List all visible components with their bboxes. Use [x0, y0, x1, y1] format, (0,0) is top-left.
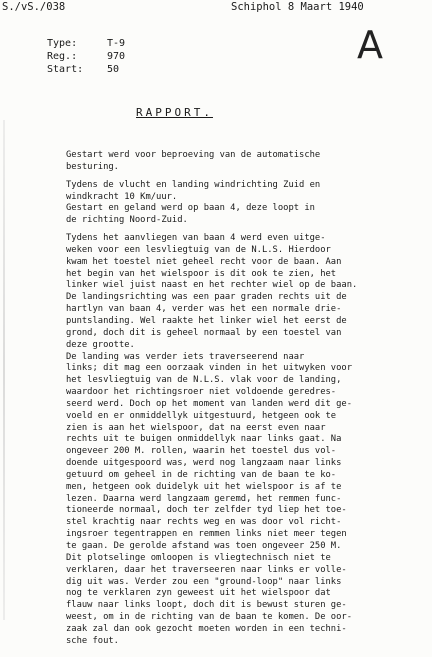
report-title: RAPPORT. [136, 106, 213, 119]
text-line: men, hetgeen ook duidelyk uit het wielspoor is af te [66, 481, 342, 492]
report-paragraph [66, 180, 416, 227]
meta-value: T-9 [107, 38, 126, 49]
reference-number: S./vS./038 [2, 1, 66, 13]
text-line: lezen. Daarna werd langzaam geremd, het remmen func- [66, 493, 342, 504]
text-line: deze grootte. [66, 339, 135, 350]
text-line: sche fout. [66, 635, 119, 646]
text-line: flauw naar links loopt, doch dit is bewust sturen ge- [66, 600, 347, 611]
text-line: waardoor het richtingsroer niet voldoende geredres- [66, 387, 337, 398]
text-line: tioneerde normaal, doch ter zelfder tyd liep het toe- [66, 505, 347, 516]
text-line: voeld en er onmiddellyk uitgestuurd, hetgeen ook te [66, 410, 337, 421]
meta-row-start [47, 63, 125, 76]
text-line: zaak zal dan ook gezocht moeten worden in een techni- [66, 623, 347, 634]
meta-row-type [47, 37, 125, 50]
place-and-date: Schiphol 8 Maart 1940 [231, 1, 364, 13]
report-paragraph [66, 150, 416, 174]
meta-label: Type: [47, 38, 78, 49]
text-line: De landing was verder iets traverseerend naar [66, 351, 305, 362]
text-line: Tydens de vlucht en landing windrichting Zuid en [66, 179, 321, 190]
text-line: De landingsrichting was een paar graden rechts uit de [66, 292, 347, 303]
text-line: ingsroer tegentrappen en remmen links niet meer tegen [66, 529, 347, 540]
aircraft-metadata [47, 37, 125, 76]
text-line: verklaren, daar het traverseeren naar links er volle- [66, 564, 347, 575]
text-line: Gestart werd voor beproeving van de automatische [66, 150, 321, 160]
text-line: Gestart en geland werd op baan 4, deze loopt in [66, 203, 315, 214]
text-line: grond, doch dit is geheel normaal by een toestel van [66, 327, 342, 338]
text-line: rechts uit te buigen onmiddellyk naar links gaat. Na [66, 434, 342, 445]
text-line: Dit plotselinge omloopen is vliegtechnisch niet te [66, 552, 331, 563]
text-line: stel krachtig naar rechts weg en was door vol richt- [66, 517, 342, 528]
text-line: windkracht 10 Km/uur. [66, 191, 178, 202]
handwritten-letter-mark: A [357, 23, 383, 67]
text-line: ongeveer 200 M. rollen, waarin het toestel dus vol- [66, 446, 337, 457]
meta-label: Start: [47, 64, 84, 75]
text-line: getuurd om geheel in de richting van de baan te ko- [66, 469, 337, 480]
text-line: besturing. [66, 161, 119, 172]
text-line: zien is aan het wielspoor, dat na eerst even naar [66, 422, 326, 433]
text-line: dig uit was. Verder zou een "ground-loop" naar links [66, 576, 342, 587]
text-line: links; dit mag een oorzaak vinden in het uitwyken voor [66, 363, 352, 374]
text-line: het lesvliegtuig van de N.L.S. vlak voor de landing, [66, 375, 342, 386]
scan-edge-shadow [3, 120, 5, 620]
meta-value: 970 [107, 51, 126, 62]
report-paragraph [66, 233, 416, 648]
text-line: kwam het toestel niet geheel recht voor de baan. Aan [66, 256, 342, 267]
text-line: het begin van het wielspoor is dit ook te zien, het [66, 268, 337, 279]
text-line: weken voor een lesvliegtuig van de N.L.S. Hierdoor [66, 244, 331, 255]
text-line: doende uitgespoord was, werd nog langzaam naar links [66, 458, 342, 469]
text-line: puntslanding. Wel raakte het linker wiel het eerst de [66, 315, 347, 326]
text-line: te gaan. De gerolde afstand was toen ongeveer 250 M. [66, 541, 342, 551]
text-line: Tydens het aanvliegen van baan 4 werd even uitge- [66, 233, 326, 244]
meta-label: Reg.: [47, 51, 78, 62]
text-line: nog te verklaren zyn geweest uit het wielspoor dat [66, 588, 331, 599]
report-body [66, 150, 416, 654]
text-line: seerd werd. Doch op het moment van landen werd dit ge- [66, 398, 352, 409]
meta-row-reg [47, 50, 125, 63]
text-line: de richting Noord-Zuid. [66, 215, 188, 226]
text-line: weest, om in de richting van de baan te komen. De oor- [66, 612, 352, 623]
text-line: hartlyn van baan 4, verder was het een normale drie- [66, 304, 342, 315]
text-line: linker wiel juist naast en het rechter wiel op de baan. [66, 280, 358, 291]
meta-value: 50 [107, 64, 120, 75]
